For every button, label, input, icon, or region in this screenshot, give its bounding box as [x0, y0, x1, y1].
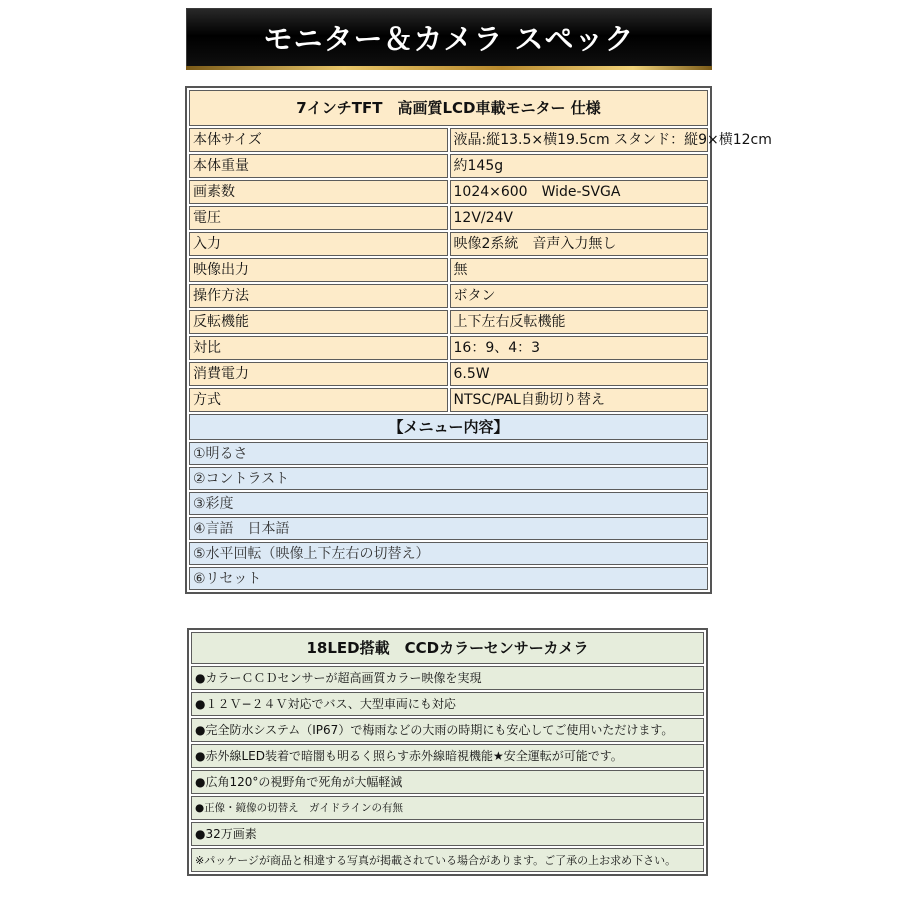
menu-item: ④言語 日本語 — [189, 517, 708, 540]
monitor-spec-table — [185, 86, 772, 594]
spec-row-power — [189, 362, 708, 386]
spec-label: 対比 — [189, 336, 448, 360]
camera-feature: ●正像・鏡像の切替え ガイドラインの有無 — [191, 796, 704, 820]
camera-feature: ●カラーＣＣＤセンサーが超高画質カラー映像を実現 — [191, 666, 704, 690]
spec-row-pixels — [189, 180, 708, 204]
spec-row-weight — [189, 154, 708, 178]
spec-value: 液晶:縦13.5×横19.5cm スタンド：縦9×横12cm — [450, 128, 709, 152]
banner-title: モニター＆カメラ スペック — [263, 21, 635, 56]
camera-feature: ●１２Ｖ−２４Ｖ対応でバス、大型車両にも対応 — [191, 692, 704, 716]
menu-title: 【メニュー内容】 — [189, 414, 708, 440]
menu-item: ②コントラスト — [189, 467, 708, 490]
spec-value: 上下左右反転機能 — [450, 310, 709, 334]
spec-row-size — [189, 128, 708, 152]
spec-value: ボタン — [450, 284, 709, 308]
spec-row-output — [189, 258, 708, 282]
camera-feature-row — [191, 692, 704, 716]
spec-value: 映像2系統 音声入力無し — [450, 232, 709, 256]
menu-item-row — [189, 467, 708, 490]
spec-row-operation — [189, 284, 708, 308]
camera-feature: ●32万画素 — [191, 822, 704, 846]
camera-feature: ●完全防水システム（IP67）で梅雨などの大雨の時期にも安心してご使用いただけます。 — [191, 718, 704, 742]
spec-value: 16：9、4：3 — [450, 336, 709, 360]
spec-value: 無 — [450, 258, 709, 282]
menu-item: ①明るさ — [189, 442, 708, 465]
menu-item-row — [189, 492, 708, 515]
spec-value: 約145g — [450, 154, 709, 178]
spec-label: 操作方法 — [189, 284, 448, 308]
spec-label: 映像出力 — [189, 258, 448, 282]
monitor-spec-title: 7インチTFT 高画質LCD車載モニター 仕様 — [189, 90, 708, 126]
spec-label: 画素数 — [189, 180, 448, 204]
camera-feature: ●広角120°の視野角で死角が大幅軽減 — [191, 770, 704, 794]
spec-label: 本体重量 — [189, 154, 448, 178]
menu-title-row — [189, 414, 708, 440]
menu-item: ⑥リセット — [189, 567, 708, 590]
monitor-spec-title-row — [189, 90, 708, 126]
camera-feature: ●赤外線LED装着で暗闇も明るく照らす赤外線暗視機能★安全運転が可能です。 — [191, 744, 704, 768]
spec-row-input — [189, 232, 708, 256]
spec-label: 入力 — [189, 232, 448, 256]
camera-spec-table — [187, 628, 708, 876]
camera-feature-row — [191, 822, 704, 846]
spec-label: 方式 — [189, 388, 448, 412]
spec-value: 1024×600 Wide-SVGA — [450, 180, 709, 204]
camera-note-row — [191, 848, 704, 872]
spec-row-voltage — [189, 206, 708, 230]
spec-row-flip — [189, 310, 708, 334]
menu-item-row — [189, 542, 708, 565]
spec-value: 6.5W — [450, 362, 709, 386]
spec-label: 本体サイズ — [189, 128, 448, 152]
camera-feature-row — [191, 770, 704, 794]
spec-value: 12V/24V — [450, 206, 709, 230]
camera-title-row — [191, 632, 704, 664]
menu-item: ③彩度 — [189, 492, 708, 515]
page-banner — [186, 8, 712, 70]
camera-feature-row — [191, 744, 704, 768]
camera-note: ※パッケージが商品と相違する写真が掲載されている場合があります。ご了承の上お求め下さい。 — [191, 848, 704, 872]
camera-feature-row — [191, 666, 704, 690]
spec-label: 消費電力 — [189, 362, 448, 386]
camera-feature-row — [191, 796, 704, 820]
spec-value: NTSC/PAL自動切り替え — [450, 388, 709, 412]
spec-label: 電圧 — [189, 206, 448, 230]
menu-item-row — [189, 442, 708, 465]
menu-item-row — [189, 567, 708, 590]
spec-row-format — [189, 388, 708, 412]
menu-item: ⑤水平回転（映像上下左右の切替え） — [189, 542, 708, 565]
camera-title: 18LED搭載 CCDカラーセンサーカメラ — [191, 632, 704, 664]
camera-feature-row — [191, 718, 704, 742]
spec-label: 反転機能 — [189, 310, 448, 334]
menu-item-row — [189, 517, 708, 540]
spec-row-aspect — [189, 336, 708, 360]
